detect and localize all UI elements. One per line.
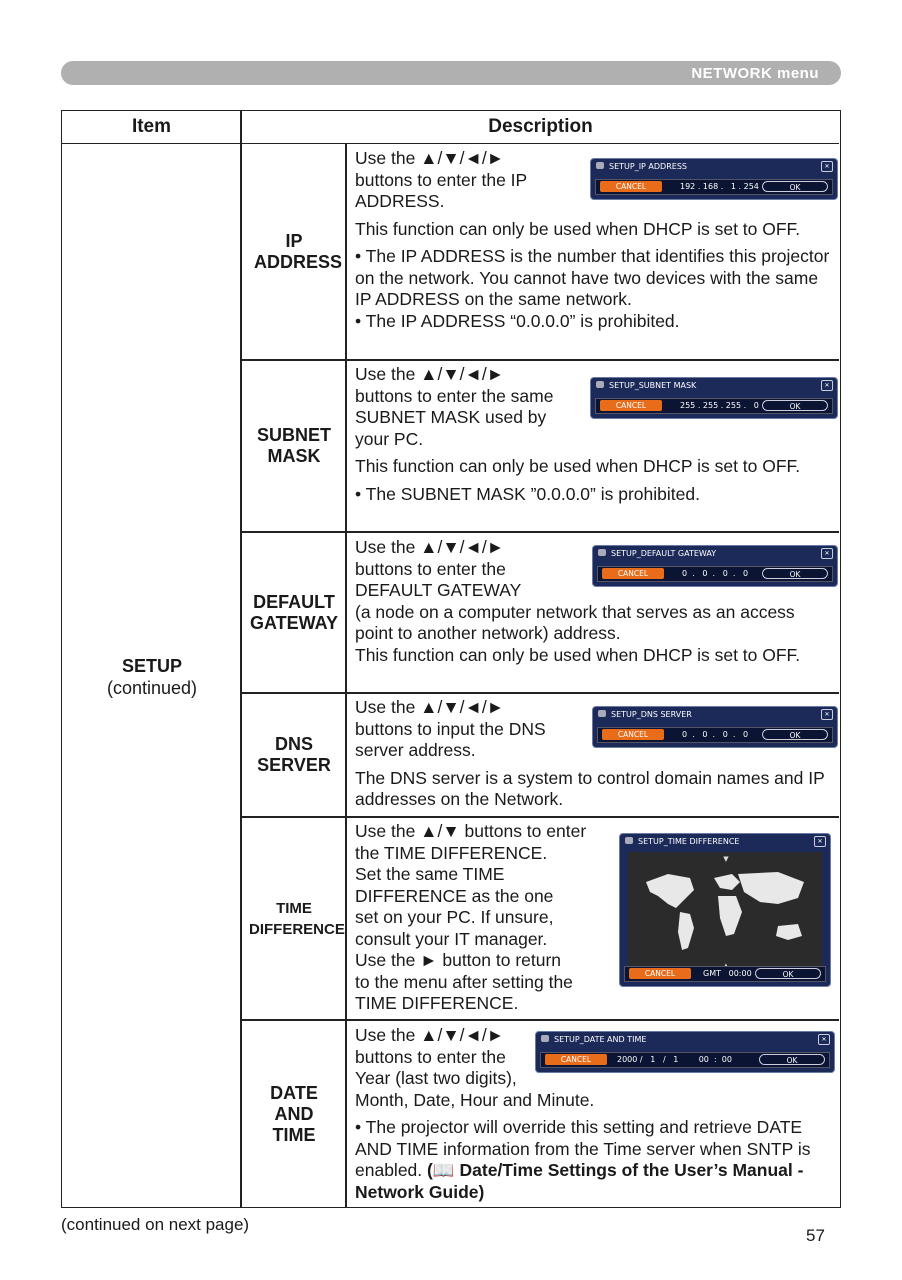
dialog-title: SETUP_DEFAULT GATEWAY (611, 549, 717, 558)
desc-line: buttons to enter the IP (355, 169, 528, 190)
desc-line: DEFAULT GATEWAY (355, 580, 522, 600)
network-icon (596, 381, 604, 388)
desc-paragraph (355, 1117, 833, 1203)
desc-line: the TIME DIFFERENCE. (355, 842, 548, 863)
close-icon[interactable]: ✕ (814, 836, 826, 847)
close-icon[interactable]: ✕ (821, 548, 833, 559)
desc-paragraph: • The IP ADDRESS is the number that identifies this projector on the network. You cannot have two devices with the same IP ADDRESS on the same network. (355, 246, 830, 309)
desc-line: Year (last two digits), (355, 1068, 517, 1088)
desc-line: buttons to enter the (355, 1046, 506, 1067)
dialog-dns-server (592, 706, 838, 748)
manual-reference-link[interactable]: (📖 Date/Time Settings of the User’s Manual - Network Guide) (355, 1160, 804, 1202)
item-title: SETUP (121, 656, 182, 676)
network-icon (598, 710, 606, 717)
network-icon (598, 549, 606, 556)
ok-button[interactable]: OK (762, 568, 828, 579)
desc-line: buttons to enter the (355, 558, 506, 579)
dialog-date-and-time (535, 1031, 835, 1073)
network-icon (596, 162, 604, 169)
dialog-time-difference (619, 833, 831, 987)
close-icon[interactable]: ✕ (818, 1034, 830, 1045)
item-setup (62, 655, 242, 699)
ok-button[interactable]: OK (762, 400, 828, 411)
dialog-title: SETUP_DNS SERVER (611, 710, 692, 719)
desc-line: TIME DIFFERENCE. (355, 993, 519, 1013)
col-header-item: Item (62, 111, 241, 144)
ok-button[interactable]: OK (759, 1054, 825, 1065)
row-label-dns-server (242, 694, 346, 816)
continued-note: (continued on next page) (61, 1215, 250, 1234)
desc-line: Use the ▲/▼/◄/► (355, 364, 505, 384)
close-icon[interactable]: ✕ (821, 709, 833, 720)
dialog-input-row (624, 966, 826, 982)
desc-paragraph: (a node on a computer network that serves as an access point to another network) address. (355, 601, 795, 643)
ok-button[interactable]: OK (762, 181, 828, 192)
desc-paragraph: • The IP ADDRESS “0.0.0.0” is prohibited. (355, 310, 680, 331)
desc-paragraph: This function can only be used when DHCP is set to OFF. (355, 456, 801, 476)
cancel-button[interactable]: CANCEL (600, 181, 662, 192)
desc-line: Use the ▲/▼ buttons to enter (355, 821, 587, 841)
row-label-text: TIME DIFFERENCE (249, 899, 345, 938)
dialog-subnet-mask (590, 377, 838, 419)
desc-line: Use the ▲/▼/◄/► (355, 148, 505, 168)
close-icon[interactable]: ✕ (821, 380, 833, 391)
row-label-date-and-time (242, 1021, 346, 1207)
page-number: 57 (806, 1226, 825, 1245)
dialog-title: SETUP_IP ADDRESS (609, 162, 687, 171)
row-label-text: SUBNET MASK (256, 425, 331, 466)
svg-text:▼: ▼ (723, 855, 729, 863)
settings-table (61, 110, 841, 1208)
subnet-value[interactable]: 255 . 255 . 255 . 0 (680, 401, 759, 410)
dialog-input-row (540, 1052, 830, 1068)
desc-line: Use the ▲/▼/◄/► (355, 1025, 505, 1045)
cancel-button[interactable]: CANCEL (602, 729, 664, 740)
desc-line: buttons to input the DNS (355, 718, 546, 739)
dialog-title: SETUP_TIME DIFFERENCE (638, 837, 740, 846)
dns-value[interactable]: 0 . 0 . 0 . 0 (682, 730, 749, 739)
desc-line: Use the ▲/▼/◄/► (355, 537, 505, 557)
row-label-text: DNS SERVER (257, 734, 331, 775)
section-title: NETWORK menu (691, 65, 819, 82)
ip-value[interactable]: 192 . 168 . 1 . 254 (680, 182, 759, 191)
desc-line: SUBNET MASK used by (355, 407, 547, 427)
row-label-text: IP ADDRESS (254, 230, 343, 272)
dialog-ip-address (590, 158, 838, 200)
row-desc-time-difference (355, 821, 615, 1015)
gateway-value[interactable]: 0 . 0 . 0 . 0 (682, 569, 749, 578)
row-label-ip-address (242, 144, 346, 359)
dialog-title: SETUP_DATE AND TIME (554, 1035, 647, 1044)
col-header-description: Description (242, 111, 839, 144)
desc-paragraph: This function can only be used when DHCP is set to OFF. (355, 218, 801, 239)
desc-line: Use the ▲/▼/◄/► (355, 697, 505, 717)
item-note: (continued) (106, 678, 198, 698)
desc-line: consult your IT manager. (355, 928, 548, 949)
calendar-icon (541, 1035, 549, 1042)
dialog-input-row (595, 179, 833, 195)
desc-line: your PC. (355, 428, 424, 449)
desc-paragraph: This function can only be used when DHCP is set to OFF. (355, 644, 801, 665)
cancel-button[interactable]: CANCEL (600, 400, 662, 411)
desc-line: buttons to enter the same (355, 385, 554, 406)
desc-line: to the menu after setting the (355, 971, 573, 992)
desc-line: DIFFERENCE as the one (355, 885, 554, 906)
desc-line: server address. (355, 740, 476, 760)
clock-icon (625, 837, 633, 844)
row-label-subnet-mask (242, 361, 346, 531)
section-header-bar (61, 61, 841, 85)
close-icon[interactable]: ✕ (821, 161, 833, 172)
desc-paragraph: The DNS server is a system to control domain names and IP addresses on the Network. (355, 767, 825, 809)
row-label-text: DEFAULT GATEWAY (249, 591, 338, 633)
cancel-button[interactable]: CANCEL (629, 968, 691, 979)
dialog-input-row (595, 398, 833, 414)
desc-line: Month, Date, Hour and Minute. (355, 1089, 595, 1110)
desc-line: set on your PC. If unsure, (355, 907, 554, 927)
cancel-button[interactable]: CANCEL (545, 1054, 607, 1065)
dialog-input-row (597, 727, 833, 743)
world-map-image (628, 852, 822, 972)
desc-line: Use the ► button to return (355, 950, 562, 970)
desc-text: • The projector will override this setting and retrieve DATE AND TIME information from the Time server when SNTP is enabled. (355, 1117, 811, 1180)
dialog-title: SETUP_SUBNET MASK (609, 381, 697, 390)
desc-paragraph: • The SUBNET MASK ”0.0.0.0” is prohibited. (355, 483, 700, 504)
row-label-time-difference (242, 818, 346, 1019)
ok-button[interactable]: OK (755, 968, 821, 979)
desc-line: Set the same TIME (355, 864, 505, 884)
ok-button[interactable]: OK (762, 729, 828, 740)
desc-line: ADDRESS. (355, 191, 445, 211)
time-difference-value[interactable]: GMT 00:00 (703, 969, 752, 978)
row-label-default-gateway (242, 533, 346, 692)
row-label-text: DATE AND TIME (270, 1082, 318, 1145)
dialog-input-row (597, 566, 833, 582)
dialog-default-gateway (592, 545, 838, 587)
cancel-button[interactable]: CANCEL (602, 568, 664, 579)
date-time-value[interactable]: 2000 / 1 / 1 00 : 00 (617, 1055, 732, 1064)
